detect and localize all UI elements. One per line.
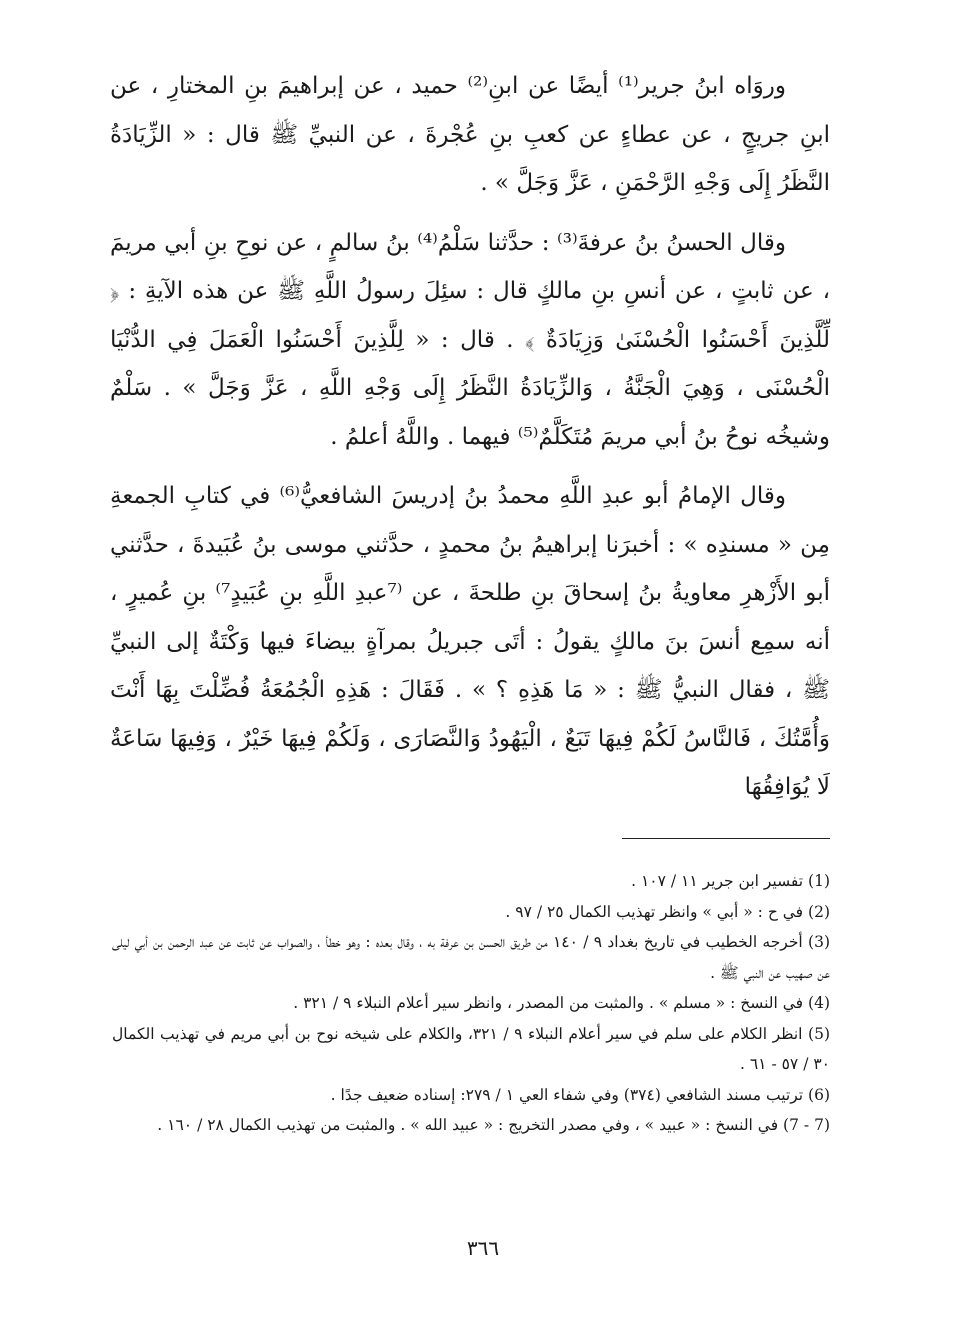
footnote-3: (3) أخرجه الخطيب في تاريخ بغداد ٩ / ١٤٠ من طريق الحسن بن عرفة به ، وقال بعده : وهو خطأ ، والصواب عن ثابت عن عبد الرحمن بن أبي ليلى عن صهيب عن النبي ﷺ . (112, 933, 830, 982)
footnote-6: (6) ترتيب مسند الشافعي (٣٧٤) وفي شفاء العي ١ / ٢٧٩: إسناده ضعيف جدًا . (330, 1085, 830, 1104)
footnote-divider (622, 838, 830, 839)
footnote-4: (4) في النسخ : « مسلم » . والمثبت من المصدر ، وانظر سير أعلام النبلاء ٩ / ٣٢١ . (293, 994, 830, 1012)
paragraph-imam-shafii: وقال الإمامُ أبو عبدِ اللَّهِ محمدُ بنُ إدريسَ الشافعيُّ⁽⁶⁾ في كتابِ الجمعةِ مِن « مسندِه » : أخبرَنا إبراهيمُ بنُ محمدٍ ، حدَّثني موسى بنُ عُبَيدةَ ، حدَّثني أبو الأَزْهرِ معاويةُ بنُ إسحاقَ بنِ طلحةَ ، عن ⁽⁷عبدِ اللَّهِ بنِ عُبَيدٍ⁷⁾ بنِ عُميرٍ ، أنه سمِع أنسَ بنَ مالكٍ يقولُ : أتَى جبريلُ بمرآةٍ بيضاءَ فيها وَكْتَةٌ إلى النبيِّ ﷺ ، فقال النبيُّ ﷺ : « مَا هَذِهِ ؟ » . فَقَالَ : هَذِهِ الْجُمُعَةُ فُضِّلْتَ بِهَا أَنْتَ وَأُمَّتُكَ ، فَالنَّاسُ لَكُمْ فِيهَا تَبَعٌ ، الْيَهُودُ وَالنَّصَارَى ، وَلَكُمْ فِيهَا خَيْرٌ ، وَفِيهَا سَاعَةٌ لَا يُوَافِقُهَا (110, 483, 830, 800)
footnote-2: (2) في ح : « أبي » وانظر تهذيب الكمال ٢٥ / ٩٧ . (505, 902, 830, 921)
footnotes-section (112, 866, 830, 1141)
paragraph-ibn-jarir: وروَاه ابنُ جرير⁽¹⁾ أيضًا عن ابنِ⁽²⁾ حميد ، عن إبراهيمَ بنِ المختارِ ، عن ابنِ جريجٍ ، عن عطاءٍ عن كعبِ بنِ عُجْرةَ ، عن النبيِّ ﷺ قال : « الزِّيَادَةُ النَّظَرُ إِلَى وَجْهِ الرَّحْمَنِ ، عَزَّ وَجَلَّ » . (110, 73, 830, 196)
main-text-body (110, 62, 830, 812)
footnote-5: (5) انظر الكلام على سلم في سير أعلام النبلاء ٩ / ٣٢١، والكلام على شيخه نوح بن أبي مريم في تهذيب الكمال ٣٠ / ٥٧ - ٦١ . (112, 1024, 830, 1073)
footnote-1: (1) تفسير ابن جرير ١١ / ١٠٧ . (631, 872, 830, 890)
footnote-7: (7 - 7) في النسخ : « عبيد » ، وفي مصدر التخريج : « عبيد الله » . والمثبت من تهذيب الكمال ٢٨ / ١٦٠ . (157, 1116, 830, 1134)
page-number: ٣٦٦ (466, 1236, 500, 1260)
paragraph-hasan-ibn-arafa: وقال الحسنُ بنُ عرفةَ⁽³⁾ : حدَّثنا سَلْمُ⁽⁴⁾ بنُ سالمٍ ، عن نوحِ بنِ أبي مريمَ ، عن ثابتٍ ، عن أنسِ بنِ مالكٍ قال : سئِلَ رسولُ اللَّهِ ﷺ عن هذه الآيةِ : ﴿ لِّلَّذِينَ أَحْسَنُوا الْحُسْنَىٰ وَزِيَادَةٌ ﴾ . قال : « لِلَّذِينَ أَحْسَنُوا الْعَمَلَ فِي الدُّنْيَا الْحُسْنَى ، وَهِيَ الْجَنَّةُ ، وَالزِّيَادَةُ النَّظَرُ إِلَى وَجْهِ اللَّهِ ، عَزَّ وَجَلَّ » . سَلْمٌ وشيخُه نوحُ بنُ أبي مريمَ مُتَكَلَّمٌ⁽⁵⁾ فيهما . واللَّهُ أعلمُ . (110, 229, 830, 450)
